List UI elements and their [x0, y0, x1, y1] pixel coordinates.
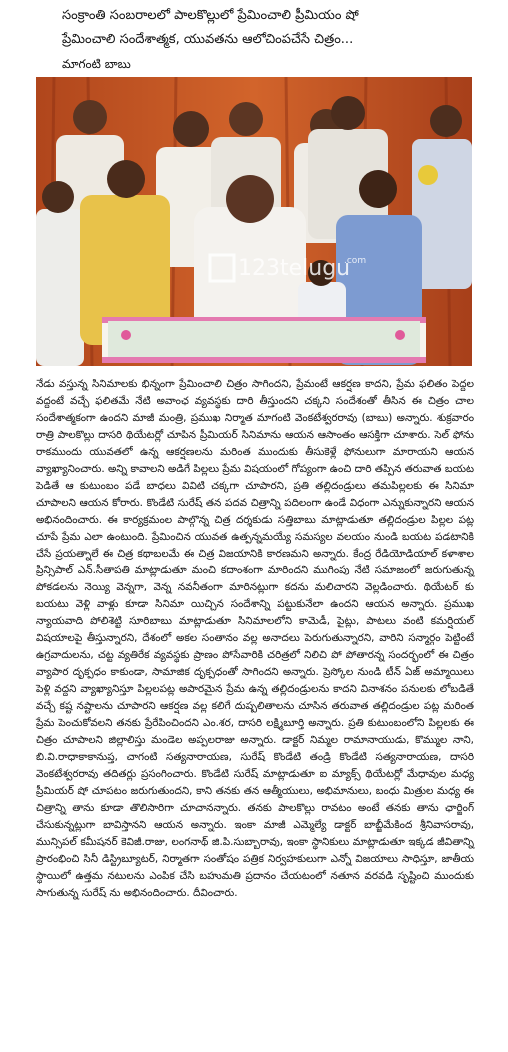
article-header	[62, 4, 462, 76]
watermark-suffix: .com	[344, 256, 367, 266]
subheadline: ప్రేమించాలి సందేశాత్మక, యువతను ఆలోచింపచేసే చిత్రం...	[62, 32, 354, 47]
watermark-logo	[210, 255, 366, 281]
cake	[102, 317, 426, 363]
headline: సంక్రాంతి సంబరాలలో పాలకొల్లులో ప్రేమించాలి ప్రీమియం షో	[62, 8, 359, 23]
event-photo	[36, 77, 472, 366]
article-body: నేడు వస్తున్న సినిమాలకు భిన్నంగా ప్రేమించాలి చిత్రం సాగిందని, ప్రేమంటే ఆకర్షణ కాదని, ప్రేమ ఫలితం పెద్దల వద్దంటే వచ్చే ఫలితమే నేటి అవాంఛ వ్యవస్థకు దారి తీస్తుందని చక్కని సందేశంతో తీసిన ఈ చిత్రం చాల సందేశాత్మకంగా ఉందని మాజీ మంత్రి, ప్రముఖ నిర్మాత మాగంటి వెంకటేశ్వరరావు (బాబు) అన్నారు. శుక్రవారం రాత్రి పాలకొల్లు దాసరి థియేటర్లో చూపిన ప్రీమియర్ సినిమాను ఆయన ఆసాంతం ఆసక్తిగా చూశారు. సెల్ ఫోను రాకముందు యువతలో ఉన్న ఆకర్షణలను మరింత ముందుకు తీసుకెళ్లే ఫోనులుగా మారాయని ఆయన వ్యాఖ్యానించారు. అన్ని కావాలని అడిగే పిల్లలు ప్రేమ విషయంలో గోప్యంగా ఉంచి దారి తప్పిన తరువాత బయట పెడితే ఆ కుటుంబం పడే బాధలు వివిటి చక్కగా చూపారని, ప్రతి తల్లిదండ్రులు తమపిల్లలకు ఈ సినిమా చూపాలని ఆయన కోరారు. కొండేటి సురేష్ తన పదవ చిత్రాన్ని పదిలంగా ఉండే విధంగా ఎన్నుకున్నారని ఆయన అభినందించారు. ఈ కార్యక్రమంల పాల్గొన్న చిత్ర దర్శకుడు సత్తిబాబు మాట్లాడుతూ తల్లిదండ్రుల పిల్లల పట్ల చూపే ప్రేమ ఎలా ఉంటుంది. ప్రేమించిన యువత ఉత్పన్నమయ్యే సమస్యల వలయం నుండి బయట పడటానికి చేసే ప్రయత్నాలే ఈ చిత్ర కథాబలమే ఈ చిత్ర విజయానికి కారణమని అన్నారు. కేంద్ర రేడియోడియాల్ కళాశాల ప్రిన్సిపాల్ ఎన్.సీతాపతి మాట్లాడుతూ మంచి కదాంశంగా మారిందని ముగింపు నేటి సమాజంలో జరుగుతున్న పోకడలను నెయ్యి వెన్నగా, వెన్న నవనీతంగా మారినట్లుగా కదను మలిచారని వెల్లడించారు. థియేటర్ కు బయటు వెళ్లి వాళ్లు కూడా సినిమా యిచ్చిన సందేశాన్ని పట్టుకునేలా ఉందని ఆయన అన్నారు. ప్రముఖ న్యాయవాది పోలిశెట్టి సూరిబాబు మాట్లాడుతూ సినిమాలలోని కామెడీ, పైట్లు, పాటలు వంటి కమర్షియల్ విషయాలపై తీస్తున్నారని, దేశంలో అకల సంతానం వల్ల అనాదలు పెరుగుతున్నారని, వారిని సన్మార్గం పెట్టింటే ఉగ్రవాదులను, చట్ట వ్యతిరేక వ్యవస్థకు ప్రాణం పోసేవారికి చరిత్రలో నిలిచి పో పోతారన్న సందర్భంలో ఈ చిత్రం వ్యాపార దృక్పధం కాకుండా, సామాజిక దృక్పధంతో సాగిందని అన్నారు. ప్రెస్కోల నుండి టీన్ ఏజ్ అమ్మాయిలు పెళ్లి వద్దని వ్యాఖ్యానిస్తూ పిల్లలపట్ల అపారమైన ప్రేమ ఉన్న తల్లిదండ్రులను కాదని వినాశనం పనులకు లోబడితే వచ్చే కష్ట నష్టాలను చూపారని ఆకర్షణ వల్ల కలిగే దుష్పలితాలను చూసిన తరువాత తల్లిదండ్రుల పట్ల మరింత ప్రేమ పెంచుకోవలని తనకు ప్రేరేపించిందని ఎం.శర, దాసరి లక్ష్మిబూర్తి అన్నారు. ప్రతి కుటుంబంలోని పిల్లలకు ఈ చిత్రం చూపాలని జిల్లాలిస్తు మండెల అప్పలరాజు అన్నారు. డాక్టర్ నిమ్మల రామానాయుడు, కొమ్ముల నాని, బి.వి.రాధాకాకానుప్త, చాగంటి సత్యనారాయణ, సురేష్ కొండేటి తండ్రి కొండేటి సత్యనారాయణ, దాసరి వెంకటేశ్వరరావు తదితర్లు ప్రసంగించారు. కొండేటి సురేష్ మాట్లాడుతూ ఐ మ్యాక్స్ థియేటర్లో మేధావుల మధ్య ప్రీమియర్ షో చూపటం జరుగుతుందని, కాని తనకు తన ఆత్మీయులు, అభిమానులు, బంధు మిత్రుల మధ్య ఈ చిత్రాన్ని తాను కూడా తొలిసారిగా చూచానన్నారు. తనకు పాలకొల్లు రావటం అంటే తనకు తాను ఛార్జింగ్ చేసుకున్నట్లుగా బావిస్తానని ఆయన అన్నారు. ఇంకా మాజీ ఎమ్మెల్యే డాక్టర్ బాబ్జీమేకింద శ్రీనివాసరావు, మున్సిపల్ కమీషనర్ కెవిజీ.రాజు, లంగనాథ్ జి.పి.సుబ్బారావు, ఇంకా స్థానికులు మాట్లాడుతూ ఇక్కడ జీవితాన్ని ప్రారంభించి సినీ డిస్ట్రిబ్యూటర్, నిర్మాతగా సంతోషం పత్రిక నిర్వహకులుగా ఎన్నో విజయాలు సాధిస్తూ, జాతీయ స్థాయిలో ఉత్తమ నటులను ఎంపిక చేసి బహుమతి ప్రదానం చేయటంలో నతూన వరవడి సృష్టించి ముందుకు సాగుతున్న సురేష్ ను అభినందించారు. దీవించారు.	[36, 378, 474, 899]
byline: మాగంటి బాబు	[62, 57, 131, 71]
cake-cutting-photo	[36, 77, 472, 366]
watermark-text: 123telugu	[238, 256, 351, 281]
